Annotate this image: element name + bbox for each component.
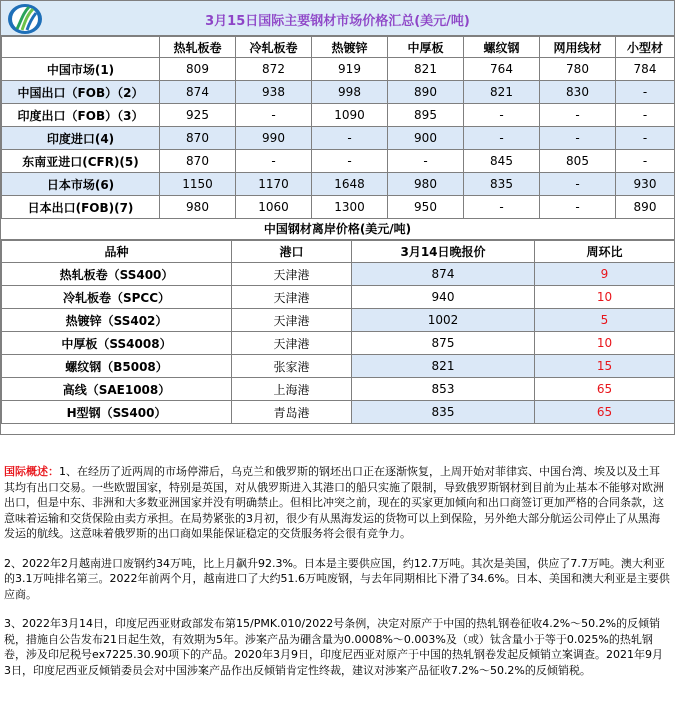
price-value: 1002 (352, 309, 535, 332)
price-cell: 938 (236, 81, 312, 104)
price-cell: 1648 (312, 173, 388, 196)
price-cell: 780 (540, 58, 616, 81)
price-cell: 1090 (312, 104, 388, 127)
price-cell: 1300 (312, 196, 388, 219)
price-value: 821 (352, 355, 535, 378)
table-row (2, 127, 675, 150)
price-value: 835 (352, 401, 535, 424)
weekly-change: 65 (535, 401, 675, 424)
table-row (2, 286, 675, 309)
price-cell: 764 (464, 58, 540, 81)
overview-paragraph-3: 3、2022年3月14日，印度尼西亚财政部发布第15/PMK.010/2022号条例，决定对原产于中国的热轧钢卷征收4.2%～50.2%的反倾销税，措施自公告发布21日起生效，有效期为5年。涉案产品为硼含量为0.0008%～0.003%及（或）钛含量小于等于0.025%的热轧钢卷，涉及印尼税号ex7225.30.90项下的产品。2020年3月9日，印度尼西亚对原产于中国的热轧钢卷发起反倾销立案调查。2021年9月3日，印度尼西亚反倾销委员会对中国涉案产品作出反倾销肯定性终裁，建议对涉案产品征收7.2%～50.2%的反倾销税。 (4, 617, 664, 677)
offshore-price-table (1, 240, 675, 424)
price-table (1, 36, 675, 219)
price-cell: - (388, 150, 464, 173)
column-header: 周环比 (535, 241, 675, 263)
price-cell: - (616, 104, 675, 127)
price-value: 853 (352, 378, 535, 401)
column-header: 小型材 (616, 37, 675, 58)
price-cell: 809 (160, 58, 236, 81)
row-label: 东南亚进口(CFR)(5) (2, 150, 160, 173)
product-name: 螺纹钢（B5008） (2, 355, 232, 378)
port-name: 天津港 (232, 332, 352, 355)
offshore-section-title: 中国钢材离岸价格(美元/吨) (1, 219, 674, 240)
price-cell: 835 (464, 173, 540, 196)
price-cell: 930 (616, 173, 675, 196)
price-cell: 980 (160, 196, 236, 219)
table-row (2, 150, 675, 173)
price-cell: 990 (236, 127, 312, 150)
price-cell: 821 (464, 81, 540, 104)
column-header: 冷轧板卷 (236, 37, 312, 58)
page-title: 3月15日国际主要钢材市场价格汇总(美元/吨) (205, 14, 470, 29)
price-cell: - (540, 196, 616, 219)
table-row (2, 355, 675, 378)
product-name: 高线（SAE1008） (2, 378, 232, 401)
table-row (2, 104, 675, 127)
price-cell: - (312, 127, 388, 150)
price-cell: - (616, 150, 675, 173)
column-header: 港口 (232, 241, 352, 263)
price-cell: 998 (312, 81, 388, 104)
product-name: 冷轧板卷（SPCC） (2, 286, 232, 309)
weekly-change: 10 (535, 332, 675, 355)
price-cell: 805 (540, 150, 616, 173)
column-header: 中厚板 (388, 37, 464, 58)
table-row (2, 81, 675, 104)
price-cell: 1150 (160, 173, 236, 196)
table-row (2, 196, 675, 219)
column-header: 品种 (2, 241, 232, 263)
weekly-change: 5 (535, 309, 675, 332)
weekly-change: 9 (535, 263, 675, 286)
price-cell: 925 (160, 104, 236, 127)
price-cell: - (616, 81, 675, 104)
table-row (2, 173, 675, 196)
price-cell: - (236, 150, 312, 173)
weekly-change: 10 (535, 286, 675, 309)
price-cell: - (464, 196, 540, 219)
weekly-change: 15 (535, 355, 675, 378)
price-cell: 1170 (236, 173, 312, 196)
price-cell: - (540, 127, 616, 150)
port-name: 上海港 (232, 378, 352, 401)
price-cell: 845 (464, 150, 540, 173)
overview-paragraph-1 (4, 464, 670, 542)
port-name: 天津港 (232, 286, 352, 309)
product-name: 中厚板（SS4008） (2, 332, 232, 355)
overview-text: 1、在经历了近两周的市场停滞后，乌克兰和俄罗斯的钢坯出口正在逐渐恢复，上周开始对菲律宾、中国台湾、埃及以及土耳其均有出口交易。一些欧盟国家，特别是英国，对从俄罗斯进入其港口的船只实施了限制，导致俄罗斯钢材到目前为止基本不能够对欧洲出口，但是中东、非洲和大多数亚洲国家并没有明确禁止。但相比冲突之前，现在的买家更加倾向和出口商签订更加严格的合同条款，这意味着运输和交货保险由卖方承担。在局势紧张的3月初，很少有从黑海发运的货物可以上到保险，另外绝大部分航运公司停止了从黑海发运的航线。这意味着俄罗斯的出口商如果能保证稳定的交货服务将会很有竞争力。 (4, 465, 664, 540)
price-value: 874 (352, 263, 535, 286)
price-cell: - (312, 150, 388, 173)
price-cell: 872 (236, 58, 312, 81)
price-cell: 870 (160, 127, 236, 150)
price-cell: - (616, 127, 675, 150)
price-value: 940 (352, 286, 535, 309)
price-cell: - (236, 104, 312, 127)
price-cell: 890 (616, 196, 675, 219)
column-header (2, 37, 160, 58)
table-row (2, 332, 675, 355)
row-label: 日本市场(6) (2, 173, 160, 196)
price-cell: 890 (388, 81, 464, 104)
price-cell: - (540, 173, 616, 196)
row-label: 日本出口(FOB)(7) (2, 196, 160, 219)
price-cell: 874 (160, 81, 236, 104)
table-row (2, 309, 675, 332)
row-label: 中国出口（FOB）（2） (2, 81, 160, 104)
port-name: 张家港 (232, 355, 352, 378)
column-header: 3月14日晚报价 (352, 241, 535, 263)
price-cell: 919 (312, 58, 388, 81)
weekly-change: 65 (535, 378, 675, 401)
table-row (2, 58, 675, 81)
port-name: 天津港 (232, 263, 352, 286)
product-name: 热镀锌（SS402） (2, 309, 232, 332)
price-cell: 784 (616, 58, 675, 81)
price-cell: 950 (388, 196, 464, 219)
price-cell: - (464, 104, 540, 127)
column-header: 热轧板卷 (160, 37, 236, 58)
row-label: 印度进口(4) (2, 127, 160, 150)
column-header: 网用线材 (540, 37, 616, 58)
price-cell: 1060 (236, 196, 312, 219)
market-overview-text (4, 464, 670, 692)
price-cell: - (540, 104, 616, 127)
column-header: 热镀锌 (312, 37, 388, 58)
title-bar (1, 1, 674, 36)
product-name: H型钢（SS400） (2, 401, 232, 424)
overview-paragraph-2: 2、2022年2月越南进口废钢约34万吨，比上月飙升92.3%。日本是主要供应国，约12.7万吨。其次是美国，供应了7.7万吨。澳大利亚的3.1万吨排名第三。2022年前两个月，越南进口了大约51.6万吨废钢，与去年同期相比下滑了34.6%。日本、美国和澳大利亚是主要供应商。 (4, 556, 670, 601)
offshore-table-header (2, 241, 675, 263)
column-header: 螺纹钢 (464, 37, 540, 58)
price-value: 875 (352, 332, 535, 355)
price-cell: 830 (540, 81, 616, 104)
price-cell: 900 (388, 127, 464, 150)
price-cell: 980 (388, 173, 464, 196)
price-table-header (2, 37, 675, 58)
table-row (2, 263, 675, 286)
price-cell: 821 (388, 58, 464, 81)
port-name: 青岛港 (232, 401, 352, 424)
table-row (2, 378, 675, 401)
price-cell: 895 (388, 104, 464, 127)
price-cell: 870 (160, 150, 236, 173)
product-name: 热轧板卷（SS400） (2, 263, 232, 286)
row-label: 印度出口（FOB）（3） (2, 104, 160, 127)
price-cell: - (464, 127, 540, 150)
row-label: 中国市场(1) (2, 58, 160, 81)
overview-label: 国际概述： (4, 465, 59, 478)
port-name: 天津港 (232, 309, 352, 332)
table-row (2, 401, 675, 424)
